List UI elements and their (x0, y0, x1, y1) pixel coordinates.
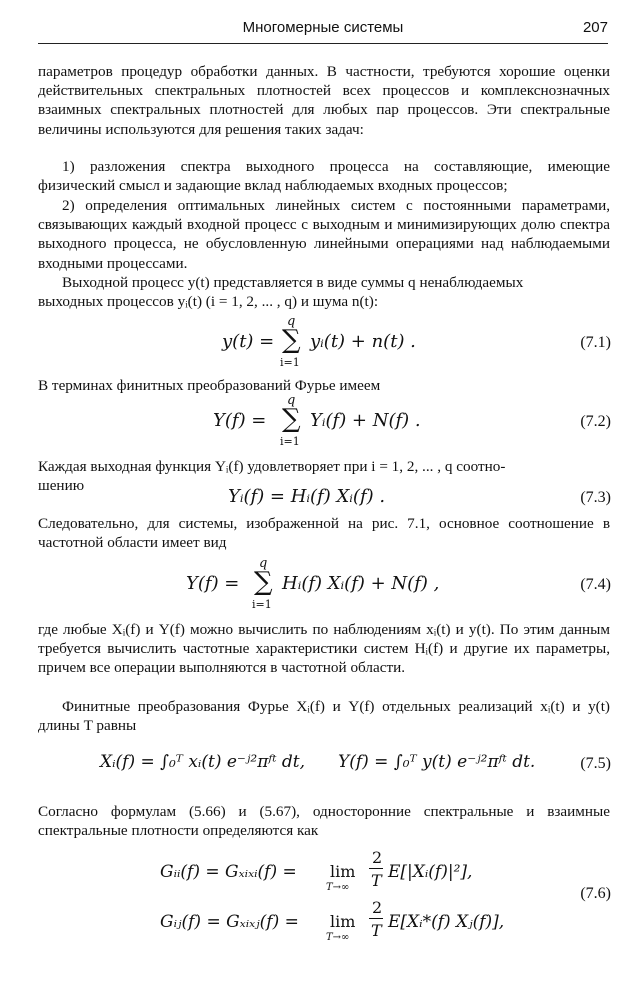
eq72-sum-lower: i=1 (280, 435, 300, 448)
sum-icon: ∑ (254, 567, 273, 597)
eq76-line2-lim: lim (330, 912, 356, 931)
eq75-right: Y(f) = ∫₀ᵀ y(t) e⁻ʲ²πᶠᵗ dt. (338, 752, 536, 772)
eq75-number: (7.5) (580, 755, 611, 772)
fraction-bar (369, 918, 383, 919)
eq73-number: (7.3) (580, 489, 611, 506)
eq76-line1-frac-num: 2 (372, 848, 383, 867)
running-title: Многомерные системы (242, 19, 404, 36)
paragraph-2: 1) разложения спектра выходного процесса на составляющие, имеющие физический смысл и задающие вклад наблюдаемых входных процессов; (38, 158, 610, 195)
fraction-bar (369, 868, 383, 869)
paragraph-4b: выходных процессов yᵢ(t) (i = 1, 2, ... , q) и шума n(t): (38, 293, 379, 310)
eq76-line1-lhs: Gᵢᵢ(f) = Gₓᵢₓᵢ(f) = (160, 862, 297, 882)
eq71-sum-lower: i=1 (280, 356, 300, 369)
paragraph-8: где любые Xᵢ(f) и Y(f) можно вычислить по наблюдениям xᵢ(t) и y(t). По этим данным требуется вычислить частотные характеристики систем Hᵢ(f) и другие их параметры, причем все операции выполняются в частотной области. (38, 621, 610, 677)
eq73-body: Yᵢ(f) = Hᵢ(f) Xᵢ(f) . (228, 486, 386, 507)
eq72-rhs: Yᵢ(f) + N(f) . (310, 410, 421, 431)
eq74-number: (7.4) (580, 576, 611, 593)
eq76-line2-rhs: E[Xᵢ*(f) Xⱼ(f)], (388, 912, 505, 932)
eq76-line1-lim-sub: T→∞ (326, 882, 350, 893)
eq76-line2-lhs: Gᵢⱼ(f) = Gₓᵢₓⱼ(f) = (160, 912, 299, 932)
eq71-rhs: yᵢ(t) + n(t) . (310, 331, 416, 352)
paragraph-3: 2) определения оптимальных линейных систем с постоянными параметрами, связывающих каждый входной процесс с выходным и минимизирующих долю спектра выходного процесса, не обусловленную линейными операциями над наблюдаемыми входными процессами. (38, 197, 610, 272)
eq76-line1-frac-den: T (371, 871, 382, 890)
eq76-number: (7.6) (580, 885, 611, 902)
eq74-lhs: Y(f) = (186, 573, 240, 594)
eq76-line2-lim-sub: T→∞ (326, 932, 350, 943)
paragraph-4a: Выходной процесс y(t) представляется в виде суммы q ненаблюдаемых (62, 274, 524, 291)
eq76-line1-lim: lim (330, 862, 356, 881)
eq75-left: Xᵢ(f) = ∫₀ᵀ xᵢ(t) e⁻ʲ²πᶠᵗ dt, (100, 752, 306, 772)
page-header (38, 17, 608, 44)
sum-icon: ∑ (282, 404, 301, 434)
page-number: 207 (582, 19, 608, 36)
eq74-rhs: Hᵢ(f) Xᵢ(f) + N(f) , (282, 573, 440, 594)
eq72-sum-upper: q (287, 393, 296, 408)
paragraph-10: Согласно формулам (5.66) и (5.67), односторонние спектральные и взаимные спектральные плотности определяются как (38, 803, 610, 840)
eq76-line2-frac-num: 2 (372, 898, 383, 917)
eq71-sum-upper: q (287, 314, 296, 329)
eq72-number: (7.2) (580, 413, 611, 430)
eq74-sum-lower: i=1 (252, 598, 272, 611)
paragraph-9: Финитные преобразования Фурье Xᵢ(f) и Y(f) отдельных реализаций xᵢ(t) и y(t) длины T равны (38, 698, 610, 735)
eq74-sum-upper: q (259, 556, 268, 571)
paragraph-1: параметров процедур обработки данных. В частности, требуются хорошие оценки действительных спектральных плотностей всех процессов и комплекснозначных взаимных спектральных плотностей для любых пар процессов. Эти спектральные величины используются для решения таких задач: (38, 63, 610, 138)
eq76-line1-rhs: E[|Xᵢ(f)|²], (388, 862, 473, 882)
eq71-number: (7.1) (580, 334, 611, 351)
paragraph-6b: шению (38, 477, 85, 494)
paragraph-7: Следовательно, для системы, изображенной на рис. 7.1, основное соотношение в частотной области имеет вид (38, 515, 610, 552)
paragraph-6a: Каждая выходная функция Yᵢ(f) удовлетворяет при i = 1, 2, ... , q соотно- (38, 458, 506, 475)
eq72-lhs: Y(f) = (213, 410, 267, 431)
sum-icon: ∑ (282, 325, 301, 355)
eq71-lhs: y(t) = (222, 331, 275, 352)
eq76-line2-frac-den: T (371, 921, 382, 940)
paragraph-5: В терминах финитных преобразований Фурье имеем (38, 377, 381, 394)
